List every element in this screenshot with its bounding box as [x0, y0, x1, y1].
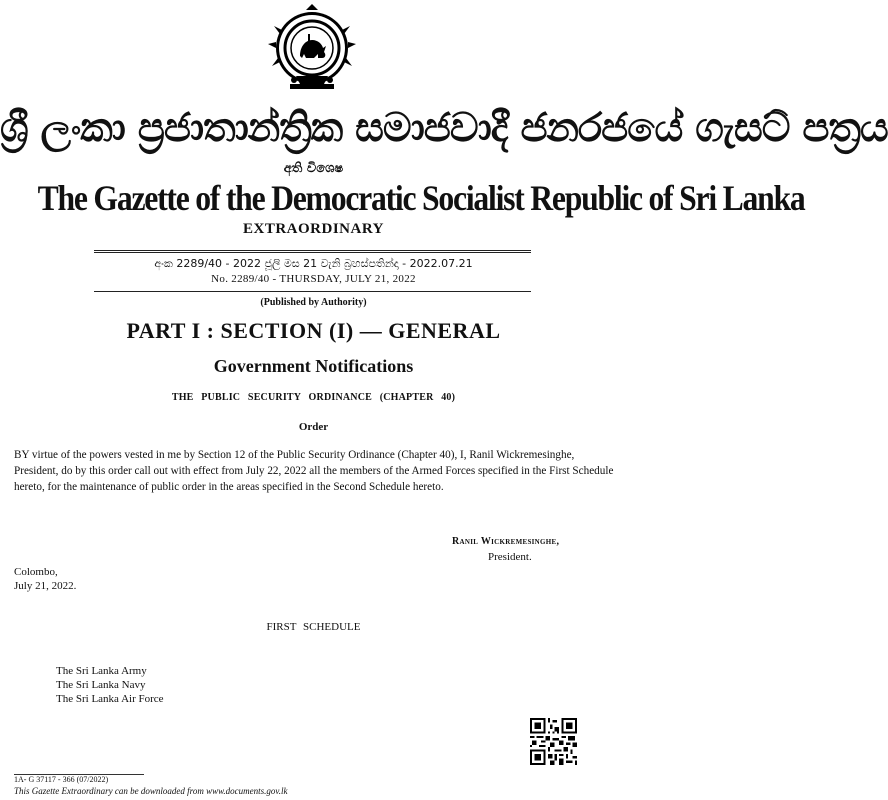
issue-date: July 21, 2022. [14, 580, 77, 592]
issue-number-english: No. 2289/40 - THURSDAY, JULY 21, 2022 [211, 273, 416, 285]
qr-code-icon[interactable] [530, 718, 577, 765]
english-gazette-title: The Gazette of the Democratic Socialist Republic of Sri Lanka [37, 178, 805, 218]
sri-lanka-emblem-icon [260, 4, 364, 92]
signatory-title: President. [488, 551, 532, 563]
download-note: This Gazette Extraordinary can be downloaded from www.documents.gov.lk [14, 786, 288, 796]
order-heading: Order [298, 421, 329, 433]
government-notifications-heading: Government Notifications [213, 356, 414, 376]
sinhala-extraordinary-label: අති විශෙෂ [283, 161, 344, 176]
signatory-name: Ranil Wickremesinghe, [452, 536, 560, 547]
armed-forces-list [56, 664, 164, 706]
published-by-authority: (Published by Authority) [260, 297, 367, 308]
sinhala-gazette-title: ශ්‍රී ලංකා ප්‍රජාතාන්ත්‍රික සමාජවාදී ජනරජයේ ගැසට් පත්‍රය [0, 105, 888, 151]
list-item: The Sri Lanka Army [56, 665, 147, 677]
header-rule-top-double [94, 252, 531, 253]
list-item: The Sri Lanka Air Force [56, 693, 164, 705]
order-body-text: BY virtue of the powers vested in me by Section 12 of the Public Security Ordinance (Chapter 40), I, Ranil Wickremesinghe, President, do by this order call out with effect from July 22, 2022 all the members of the Armed Forces specified in the First Schedule hereto, for the maintenance of public order in the areas specified in the Second Schedule hereto. [14, 449, 614, 493]
part-heading: PART I : SECTION (I) — GENERAL [126, 318, 501, 343]
issue-place: Colombo, [14, 566, 58, 578]
gazette-code: 1A- G 37117 - 366 (07/2022) [14, 775, 109, 784]
extraordinary-label: EXTRAORDINARY [243, 221, 384, 237]
ordinance-heading: THE PUBLIC SECURITY ORDINANCE (CHAPTER 40) [171, 392, 456, 403]
header-rule-bottom [94, 291, 531, 292]
list-item: The Sri Lanka Navy [56, 679, 146, 691]
issue-number-sinhala: අංක 2289/40 - 2022 ජූලි මස 21 වැනි බ්‍රහස්පතින්දා - 2022.07.21 [154, 257, 473, 270]
first-schedule-heading: FIRST SCHEDULE [266, 621, 361, 633]
header-rule-top [94, 250, 531, 251]
